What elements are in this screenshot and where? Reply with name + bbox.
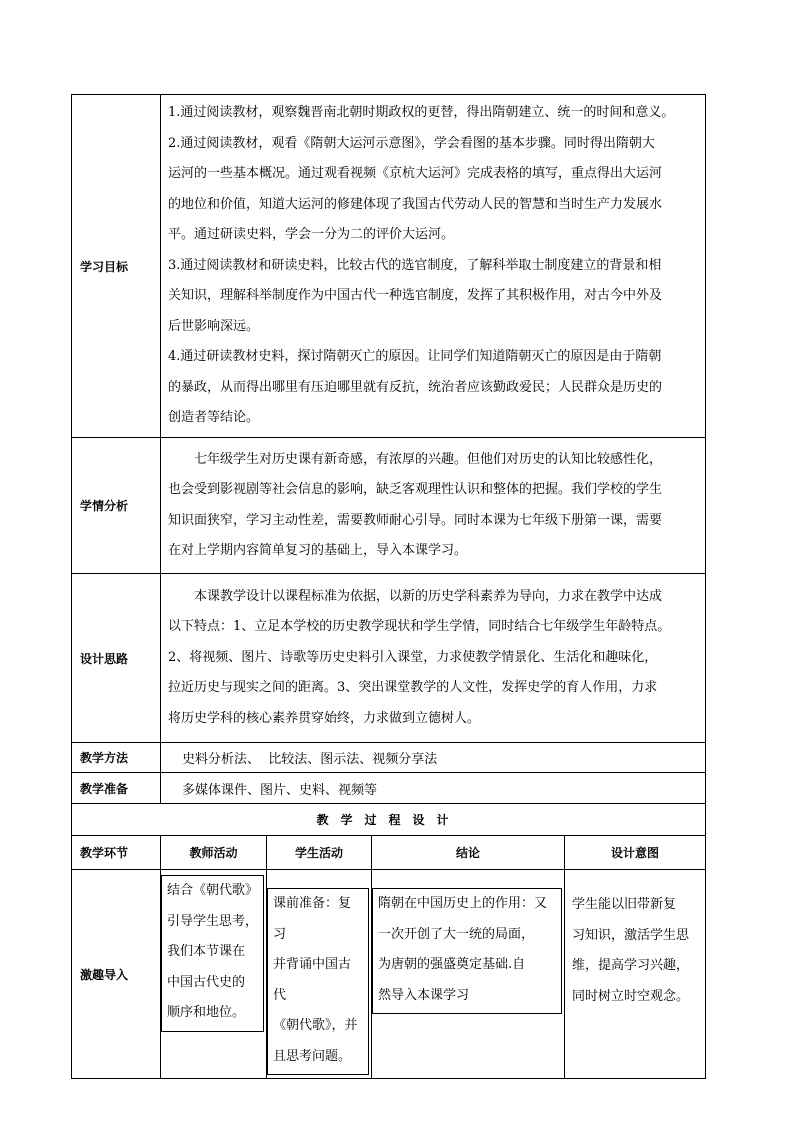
header-stage: 教学环节 [72, 836, 161, 870]
goals-content [161, 95, 706, 438]
design-line: 2、将视频、图片、诗歌等历史史料引入课堂，力求使教学情景化、生活化和趣味化， [168, 649, 658, 665]
conclusion-line: 一次开创了大一统的局面， [378, 926, 535, 942]
design-line: 以下特点：1、立足本学校的历史教学现状和学生学情，同时结合七年级学生年龄特点。 [168, 619, 671, 635]
teacher-activity-line: 结合《朝代歌》 [167, 883, 259, 898]
student-activity-box [267, 888, 369, 1075]
goals-line: 关知识，理解科举制度作为中国古代一种选官制度，发挥了其积极作用，对古今中外及 [168, 288, 663, 304]
goals-row [72, 95, 706, 438]
intent-cell [565, 870, 706, 1079]
student-activity-line: 《朝代歌》，并 [273, 1018, 358, 1033]
prep-label: 教学准备 [72, 773, 161, 804]
intent-line: 习知识，激活学生思 [572, 927, 690, 943]
teacher-activity-line: 顺序和地位。 [167, 1005, 246, 1020]
process-row [72, 870, 706, 1079]
goals-line: 的暴政，从而得出哪里有压迫哪里就有反抗，统治者应该勤政爱民；人民群众是历史的 [168, 379, 663, 395]
goals-line: 运河的一些基本概况。通过观看视频《京杭大运河》完成表格的填写，重点得出大运河 [168, 166, 663, 182]
design-line: 将历史学科的核心素养贯穿始终，力求做到立德树人。 [168, 710, 481, 726]
goals-line: 3.通过阅读教材和研读史料，比较古代的选官制度，了解科举取士制度建立的背景和相 [168, 257, 662, 273]
analysis-line: 也会受到影视剧等社会信息的影响，缺乏客观理性认识和整体的把握。我们学校的学生 [168, 482, 663, 497]
prep-row [72, 773, 706, 804]
intent-line: 维，提高学习兴趣， [572, 958, 690, 973]
stage-label: 激趣导入 [72, 870, 161, 1079]
conclusion-box [372, 888, 562, 1014]
intent-line: 学生能以旧带新复 [572, 897, 677, 912]
conclusion-line: 隋朝在中国历史上的作用：又 [378, 896, 548, 911]
method-value: 史料分析法、 比较法、图示法、视频分享法 [161, 743, 706, 773]
analysis-row [72, 438, 706, 574]
conclusion-line: 为唐朝的强盛奠定基础.自 [378, 957, 526, 972]
method-label: 教学方法 [72, 743, 161, 773]
goals-line: 2.通过阅读教材，观看《隋朝大运河示意图》，学会看图的基本步骤。同时得出隋朝大 [168, 135, 655, 151]
analysis-label: 学情分析 [72, 438, 161, 574]
teacher-activity-box [161, 875, 264, 1032]
lesson-plan-table [71, 94, 706, 1079]
process-title-row [72, 804, 706, 836]
analysis-line: 知识面狭窄，学习主动性差，需要教师耐心引导。同时本课为七年级下册第一课，需要 [168, 512, 663, 528]
teacher-activity-line: 中国古代史的 [167, 974, 246, 990]
teacher-activity-line: 我们本节课在 [167, 944, 246, 959]
goals-line: 平。通过研读史料，学会一分为二的评价大运河。 [168, 227, 455, 243]
teacher-activity-cell [161, 870, 267, 1079]
header-student: 学生活动 [267, 836, 372, 870]
student-activity-line: 且思考问题。 [273, 1048, 352, 1064]
goals-line: 创造者等结论。 [168, 410, 260, 426]
goals-label: 学习目标 [72, 95, 161, 438]
student-activity-line: 并背诵中国古代 [273, 957, 352, 1003]
header-intent: 设计意图 [565, 836, 706, 870]
analysis-line: 在对上学期内容简单复习的基础上，导入本课学习。 [168, 543, 468, 558]
process-header-row [72, 836, 706, 870]
method-row [72, 743, 706, 773]
design-line: 本课教学设计以课程标准为依据，以新的历史学科素养为导向，力求在教学中达成 [194, 588, 663, 604]
design-row [72, 574, 706, 743]
conclusion-cell [372, 870, 565, 1079]
design-line: 拉近历史与现实之间的距离。3、突出课堂教学的人文性，发挥史学的育人作用，力求 [168, 680, 658, 696]
goals-line: 的地位和价值，知道大运河的修建体现了我国古代劳动人民的智慧和当时生产力发展水 [168, 196, 663, 212]
conclusion-line: 然导入本课学习 [378, 987, 470, 1003]
header-conclusion: 结论 [372, 836, 565, 870]
analysis-content [161, 438, 706, 574]
design-label: 设计思路 [72, 574, 161, 743]
prep-value: 多媒体课件、图片、史料、视频等 [161, 773, 706, 804]
teacher-activity-line: 引导学生思考， [167, 913, 259, 929]
goals-line: 1.通过阅读教材，观察魏晋南北朝时期政权的更替，得出隋朝建立、统一的时间和意义。 [168, 105, 675, 121]
process-title: 教学过程设计 [72, 804, 706, 836]
analysis-line: 七年级学生对历史课有新奇感，有浓厚的兴趣。但他们对历史的认知比较感性化， [194, 451, 663, 467]
student-activity-line: 课前准备：复习 [273, 896, 352, 942]
goals-line: 4.通过研读教材史料，探讨隋朝灭亡的原因。让同学们知道隋朝灭亡的原因是由于隋朝 [168, 349, 662, 365]
header-teacher: 教师活动 [161, 836, 267, 870]
student-activity-cell [267, 870, 372, 1079]
design-content [161, 574, 706, 743]
intent-line: 同时树立时空观念。 [572, 988, 690, 1004]
goals-line: 后世影响深远。 [168, 318, 260, 334]
